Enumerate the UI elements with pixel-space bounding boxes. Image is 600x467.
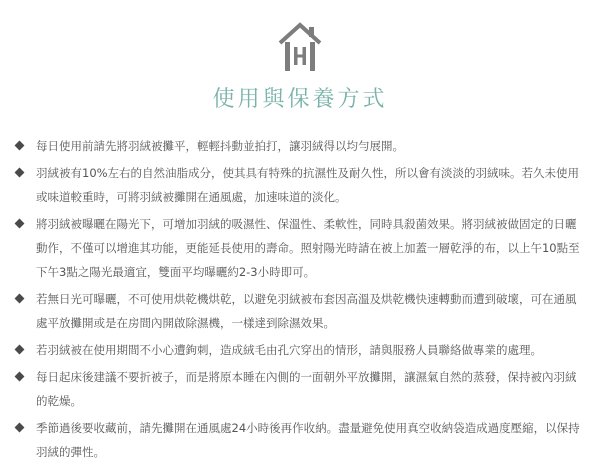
list-item-text: 每日使用前請先將羽絨被攤平，輕輕抖動並拍打，讓羽絨得以均勻展開。: [36, 139, 404, 153]
diamond-bullet-icon: [15, 168, 25, 178]
diamond-bullet-icon: [15, 294, 25, 304]
list-item-text: 若無日光可曝曬，不可使用烘乾機烘乾，以避免羽絨被布套因高溫及烘乾機快速轉動而遭到破壞，可在通風處平放攤開或是在房間內開啟除濕機，一樣達到除濕效果。: [36, 292, 577, 330]
diamond-bullet-icon: [15, 423, 25, 433]
list-item: [14, 365, 586, 413]
diamond-bullet-icon: [15, 372, 25, 382]
page-title: 使用與保養方式: [212, 87, 388, 112]
list-item: [14, 134, 586, 158]
list-item: [14, 416, 586, 464]
list-item: [14, 338, 586, 362]
list-item: [14, 287, 586, 335]
list-item: [14, 161, 586, 209]
diamond-bullet-icon: [15, 219, 25, 229]
list-item-text: 季節過後要收藏前，請先攤開在通風處24小時後再作收納。盡量避免使用真空收納袋造成過度壓縮，以保持羽絨的彈性。: [36, 421, 580, 459]
care-instructions-list: [14, 134, 586, 467]
list-item: [14, 212, 586, 284]
list-item-text: 每日起床後建議不要折被子，而是將原本睡在內側的一面朝外平放攤開，讓濕氣自然的蒸發，保持被內羽絨的乾燥。: [36, 370, 577, 408]
list-item-text: 將羽絨被曝曬在陽光下，可增加羽絨的吸濕性、保溫性、柔軟性，同時具殺菌效果。將羽絨被做固定的日曬動作，不僅可以增進其功能，更能延長使用的壽命。照射陽光時請在被上加蓋一層乾淨的布，以上午10點至下午3點之陽光最適宜，雙面平均曝曬約2-3小時即可。: [36, 217, 580, 279]
diamond-bullet-icon: [15, 345, 25, 355]
list-item-text: 羽絨被有10%左右的自然油脂成分，使其具有特殊的抗濕性及耐久性，所以會有淡淡的羽絨味。若久未使用或味道較重時，可將羽絨被攤開在通風處，加速味道的淡化。: [36, 166, 580, 204]
diamond-bullet-icon: [15, 141, 25, 151]
house-logo-icon: [277, 21, 323, 73]
list-item-text: 若羽絨被在使用期間不小心遭鉤刺，造成絨毛由孔穴穿出的情形，請與服務人員聯絡做專業的處理。: [36, 343, 542, 357]
